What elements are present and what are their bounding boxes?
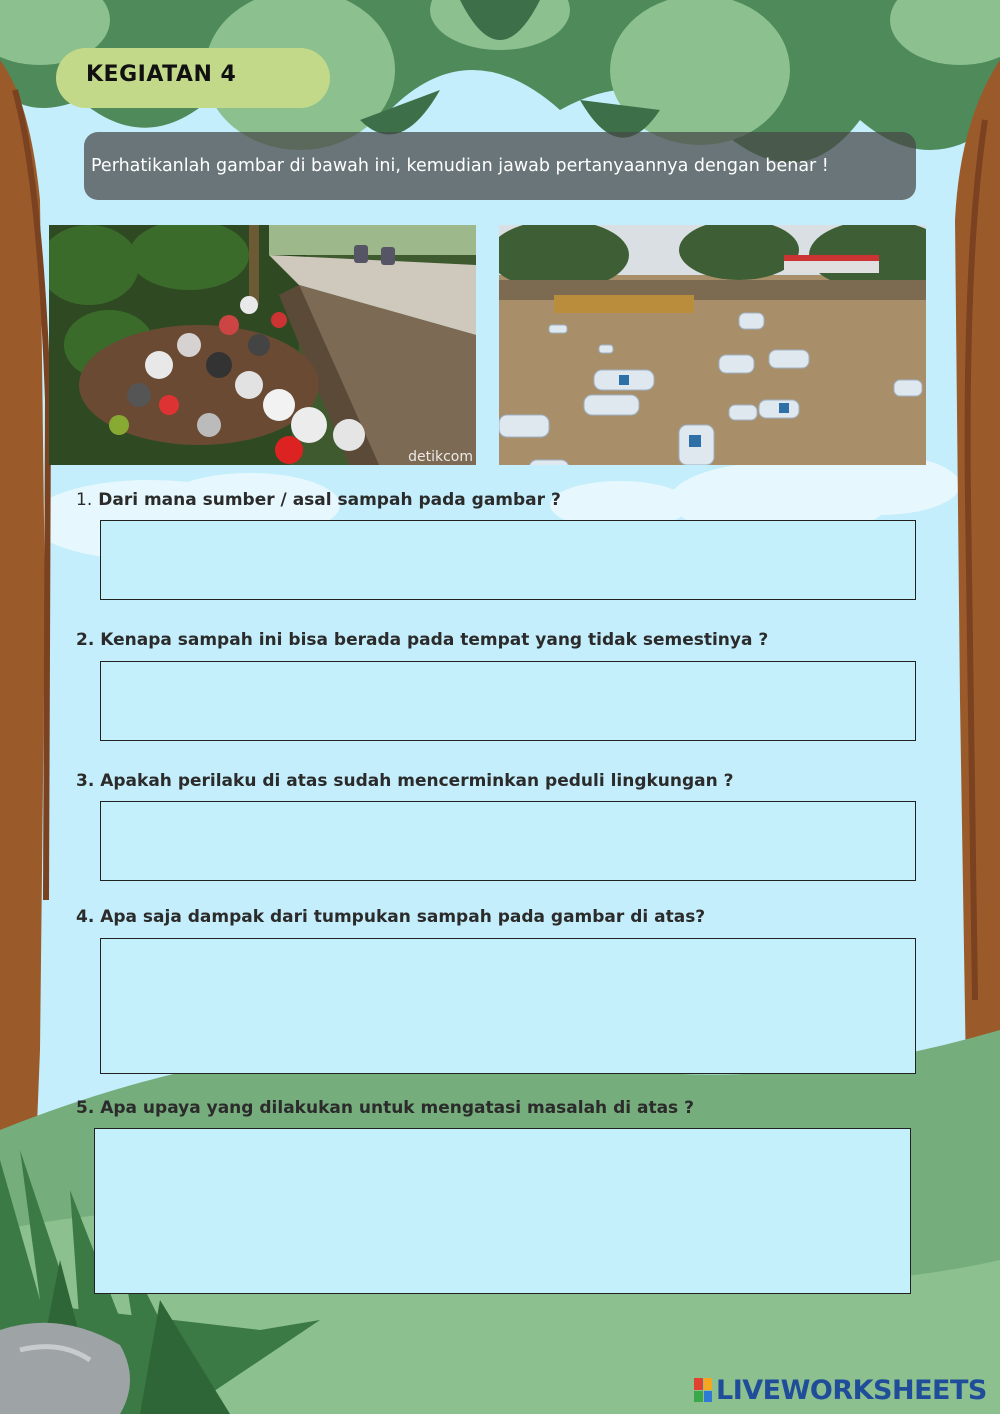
question-2-text: Kenapa sampah ini bisa berada pada tempat yang tidak semestinya ? [100, 630, 769, 650]
page-title: KEGIATAN 4 [86, 62, 237, 87]
answer-box-2[interactable] [100, 661, 916, 741]
question-4-number: 4. [76, 907, 95, 927]
question-1 [76, 490, 561, 510]
question-5 [76, 1098, 694, 1118]
field-bottles-photo [499, 225, 926, 465]
question-4 [76, 907, 705, 927]
question-5-number: 5. [76, 1098, 95, 1118]
title-pill [56, 48, 330, 108]
question-3 [76, 771, 734, 791]
question-3-number: 3. [76, 771, 95, 791]
answer-box-5[interactable] [94, 1128, 911, 1294]
instruction-banner: Perhatikanlah gambar di bawah ini, kemudian jawab pertanyaannya dengan benar ! [84, 132, 916, 200]
question-2-number: 2. [76, 630, 95, 650]
question-2 [76, 630, 768, 650]
roadside-trash-photo [49, 225, 476, 465]
answer-box-1[interactable] [100, 520, 916, 600]
question-4-text: Apa saja dampak dari tumpukan sampah pada gambar di atas? [100, 907, 706, 927]
question-1-text: Dari mana sumber / asal sampah pada gambar ? [98, 490, 561, 510]
answer-box-3[interactable] [100, 801, 916, 881]
answer-box-4[interactable] [100, 938, 916, 1074]
photo-watermark: detikcom [408, 449, 473, 465]
logo-text: LIVEWORKSHEETS [716, 1374, 987, 1406]
liveworksheets-logo-icon [694, 1378, 712, 1402]
question-1-number: 1. [76, 490, 93, 510]
question-5-text: Apa upaya yang dilakukan untuk mengatasi masalah di atas ? [100, 1098, 694, 1118]
question-3-text: Apakah perilaku di atas sudah mencerminkan peduli lingkungan ? [100, 771, 734, 791]
liveworksheets-logo[interactable] [694, 1374, 987, 1406]
